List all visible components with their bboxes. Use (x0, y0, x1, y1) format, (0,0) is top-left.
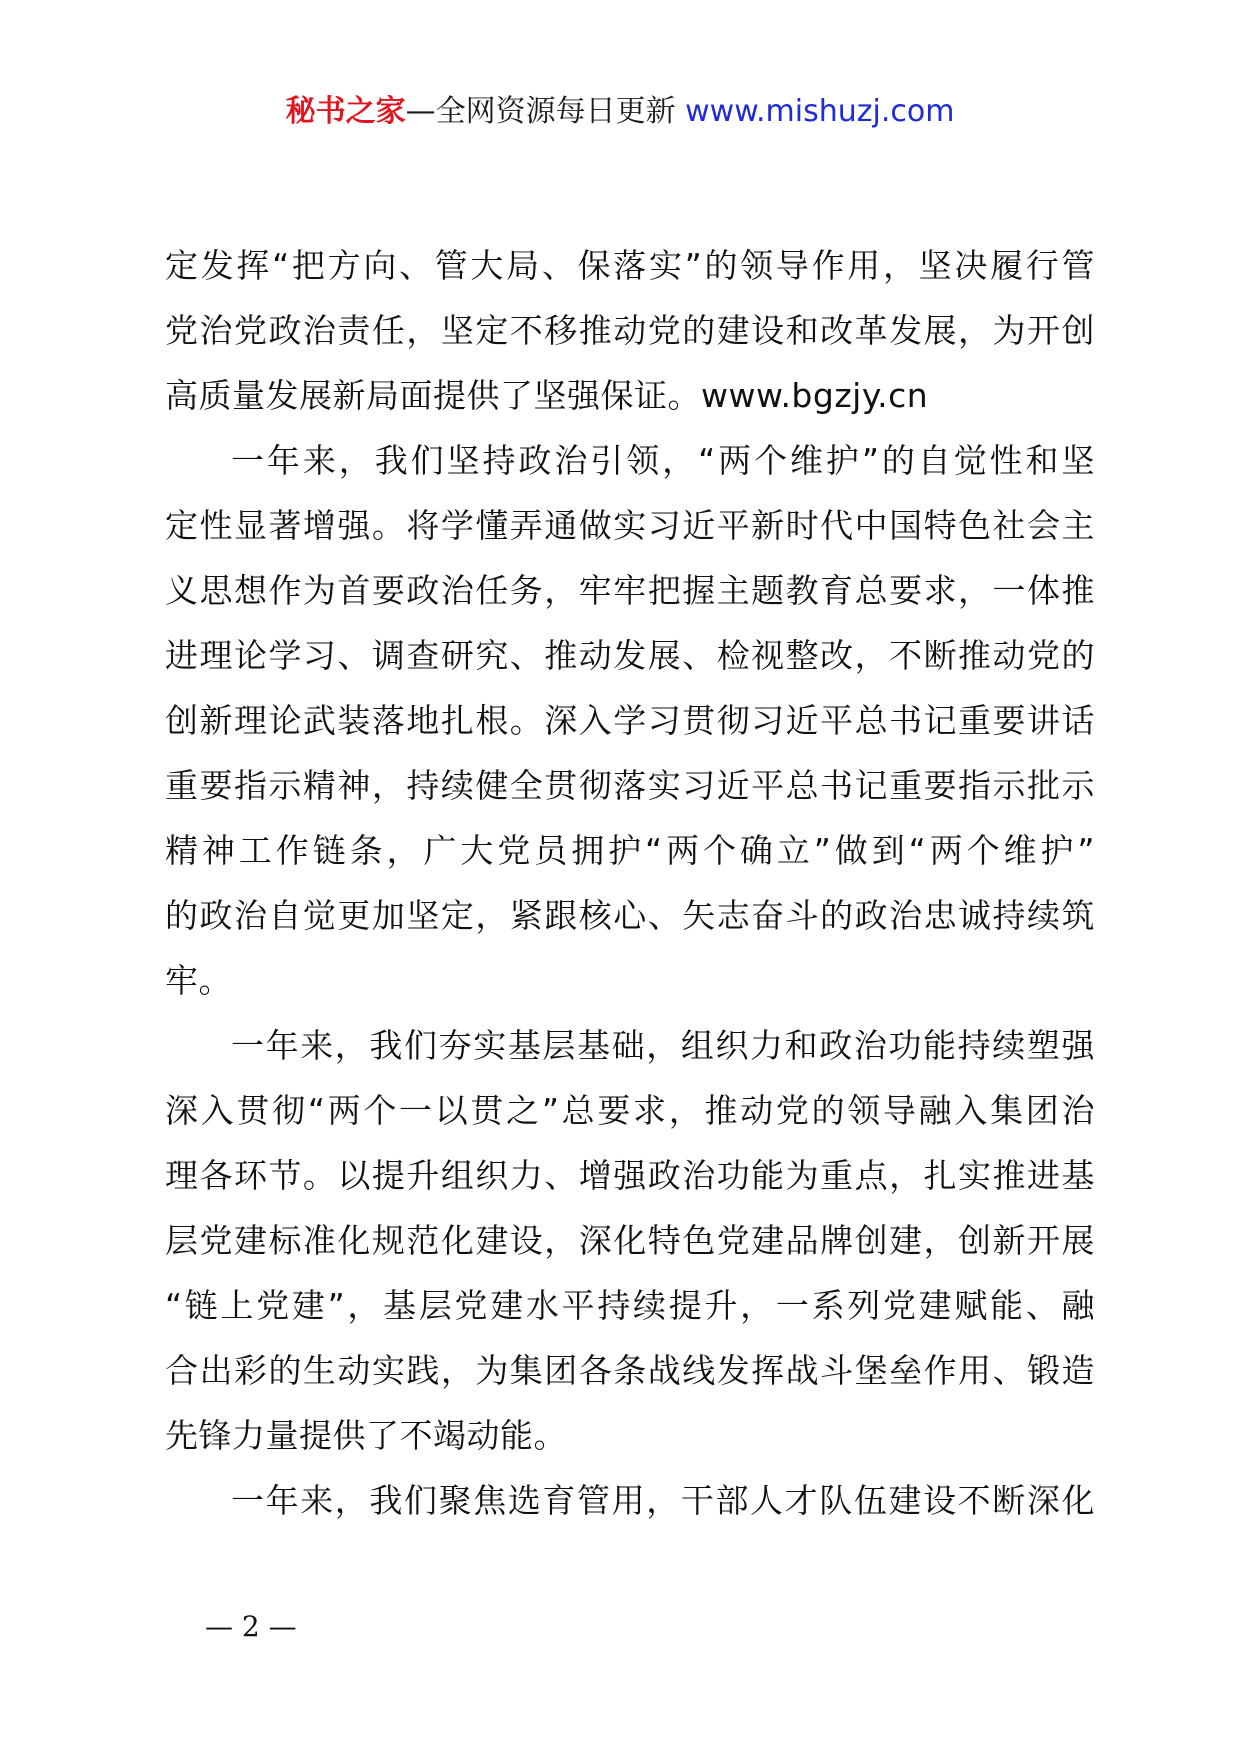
site-header (0, 92, 1240, 132)
document-body (165, 240, 1095, 1540)
paragraph-first-line: 一年来，我们坚持政治引领，“两个维护”的自觉性和坚 (231, 441, 1095, 480)
text-line: 合出彩的生动实践，为集团各条战线发挥战斗堡垒作用、锻造 (165, 1351, 1095, 1390)
text-line: 深入贯彻“两个一以贯之”总要求，推动党的领导融入集团治 (165, 1091, 1095, 1130)
text-line: 党治党政治责任，坚定不移推动党的建设和改革发展，为开创 (165, 311, 1095, 350)
text-line: 高质量发展新局面提供了坚强保证。www.bgzjy.cn (165, 376, 929, 415)
text-line: 理各环节。以提升组织力、增强政治功能为重点，扎实推进基 (165, 1156, 1095, 1195)
paragraph-first-line: 一年来，我们聚焦选育管用，干部人才队伍建设不断深化 (231, 1481, 1095, 1520)
text-line: 定发挥“把方向、管大局、保落实”的领导作用，坚决履行管 (165, 246, 1095, 285)
text-line: 牢。 (165, 961, 232, 1000)
page-number: — 2 — (205, 1610, 297, 1643)
text-line: 重要指示精神，持续健全贯彻落实习近平总书记重要指示批示 (165, 766, 1095, 805)
text-line: 精神工作链条，广大党员拥护“两个确立”做到“两个维护” (165, 831, 1095, 870)
text-line: “链上党建”，基层党建水平持续提升，一系列党建赋能、融 (165, 1286, 1095, 1325)
text-line: 创新理论武装落地扎根。深入学习贯彻习近平总书记重要讲话 (165, 701, 1095, 740)
text-line: 义思想作为首要政治任务，牢牢把握主题教育总要求，一体推 (165, 571, 1095, 610)
text-line: 定性显著增强。将学懂弄通做实习近平新时代中国特色社会主 (165, 506, 1095, 545)
text-line: 先锋力量提供了不竭动能。 (165, 1416, 567, 1455)
paragraph-first-line: 一年来，我们夯实基层基础，组织力和政治功能持续塑强 (231, 1026, 1095, 1065)
text-line: 层党建标准化规范化建设，深化特色党建品牌创建，创新开展 (165, 1221, 1095, 1260)
site-url-link[interactable]: www.mishuzj.com (685, 94, 955, 129)
site-tagline: —全网资源每日更新 (405, 94, 686, 129)
site-brand: 秘书之家 (285, 94, 406, 129)
text-line: 进理论学习、调查研究、推动发展、检视整改，不断推动党的 (165, 636, 1095, 675)
text-line: 的政治自觉更加坚定，紧跟核心、矢志奋斗的政治忠诚持续筑 (165, 896, 1095, 935)
